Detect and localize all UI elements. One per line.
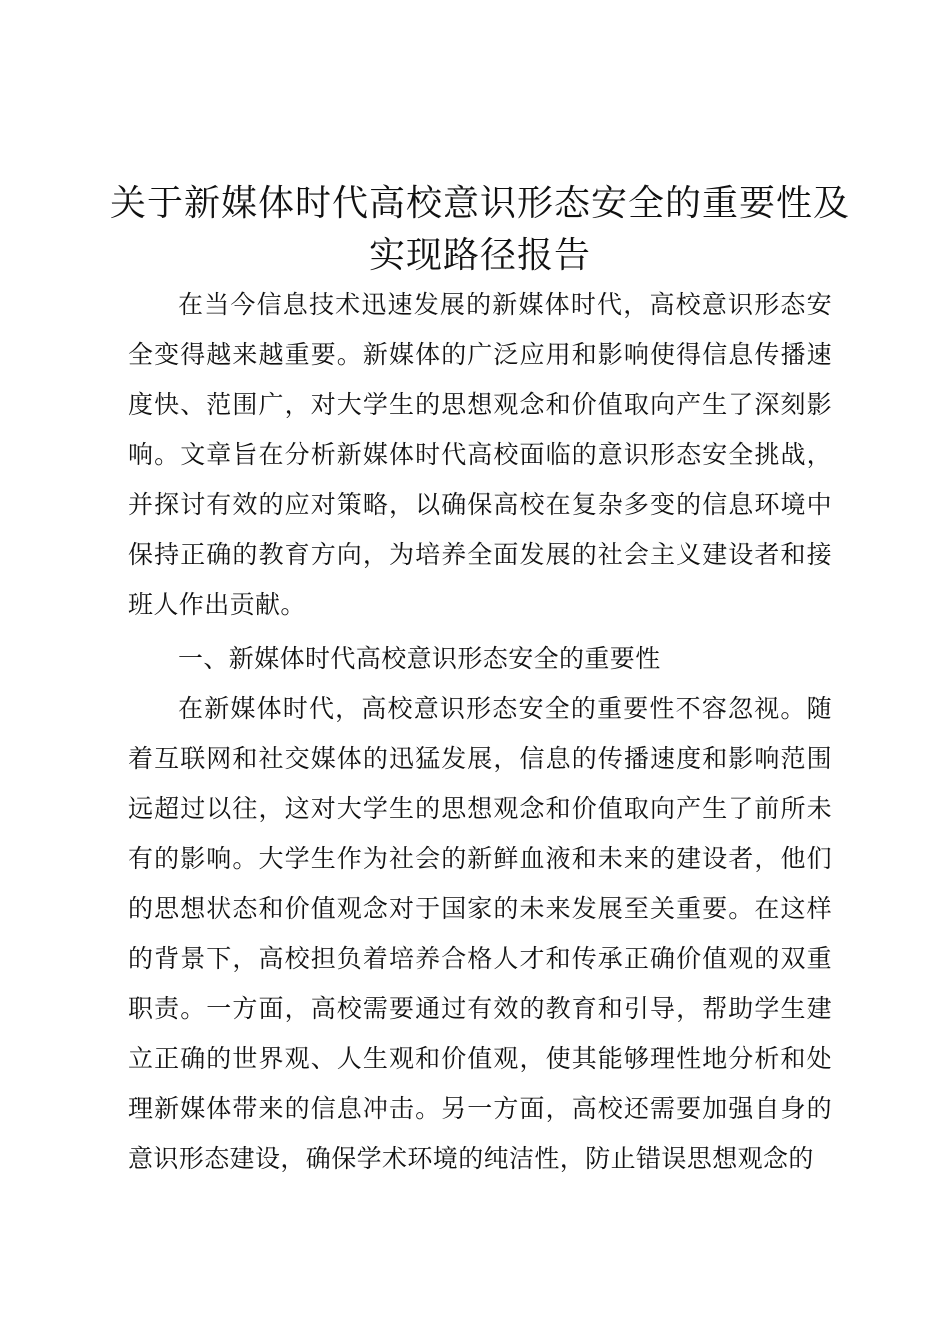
document-body bbox=[128, 280, 832, 1184]
title-line-1: 关于新媒体时代高校意识形态安全的重要性及 bbox=[109, 183, 850, 224]
section-heading-1: 一、新媒体时代高校意识形态安全的重要性 bbox=[178, 644, 661, 673]
document-title bbox=[90, 178, 870, 282]
section-1-paragraph: 在新媒体时代，高校意识形态安全的重要性不容忽视。随着互联网和社交媒体的迅猛发展，信息的传播速度和影响范围远超过以往，这对大学生的思想观念和价值取向产生了前所未有的影响。大学生作为社会的新鲜血液和未来的建设者，他们的思想状态和价值观念对于国家的未来发展至关重要。在这样的背景下，高校担负着培养合格人才和传承正确价值观的双重职责。一方面，高校需要通过有效的教育和引导，帮助学生建立正确的世界观、人生观和价值观，使其能够理性地分析和处理新媒体带来的信息冲击。另一方面，高校还需要加强自身的意识形态建设，确保学术环境的纯洁性，防止错误思想观念的 bbox=[128, 694, 832, 1173]
intro-paragraph: 在当今信息技术迅速发展的新媒体时代，高校意识形态安全变得越来越重要。新媒体的广泛应用和影响使得信息传播速度快、范围广，对大学生的思想观念和价值取向产生了深刻影响。文章旨在分析新媒体时代高校面临的意识形态安全挑战，并探讨有效的应对策略，以确保高校在复杂多变的信息环境中保持正确的教育方向，为培养全面发展的社会主义建设者和接班人作出贡献。 bbox=[128, 290, 832, 619]
title-line-2: 实现路径报告 bbox=[368, 235, 591, 276]
